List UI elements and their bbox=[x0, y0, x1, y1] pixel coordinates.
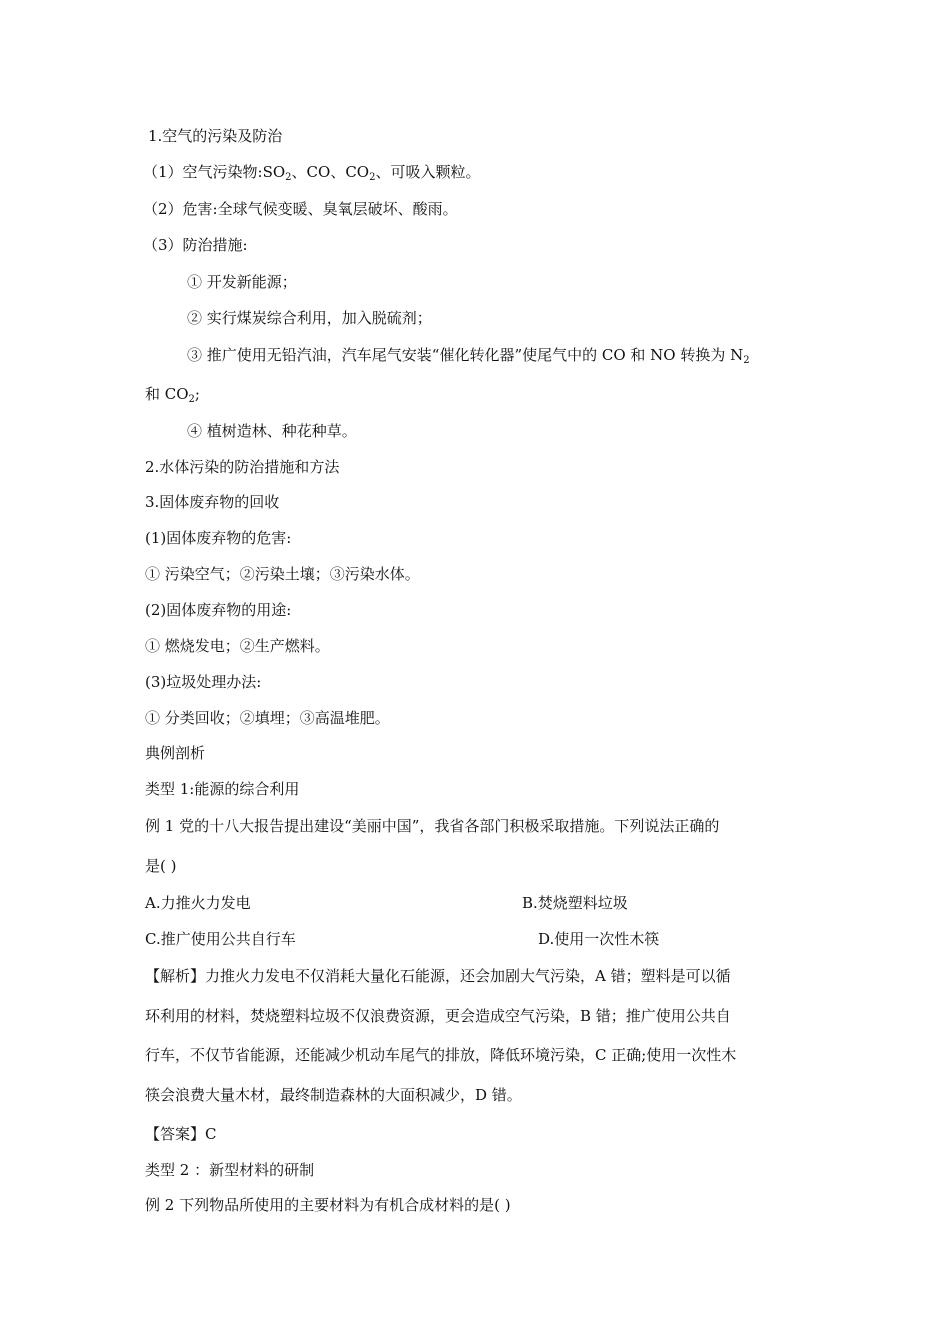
pollutants-text-3: 、可吸入颗粒。 bbox=[375, 163, 481, 181]
waste-use-items: ① 燃烧发电；②生产燃料。 bbox=[145, 637, 330, 655]
measure-3 bbox=[187, 345, 750, 365]
pollutants-text-2: 、CO、CO bbox=[291, 163, 370, 181]
section2-heading: 2.水体污染的防治措施和方法 bbox=[145, 458, 340, 476]
pollutants-line bbox=[143, 162, 481, 182]
example1-line2: 是( ) bbox=[145, 857, 177, 875]
section1-heading: 1.空气的污染及防治 bbox=[148, 127, 283, 145]
subscript: 2 bbox=[369, 172, 376, 183]
type1-title: 类型 1:能源的综合利用 bbox=[145, 780, 300, 798]
option-c: C.推广使用公共自行车 bbox=[145, 930, 296, 948]
subscript: 2 bbox=[743, 355, 750, 366]
type2-title: 类型 2 ：新型材料的研制 bbox=[145, 1161, 315, 1179]
example2-line1: 例 2 下列物品所使用的主要材料为有机合成材料的是( ) bbox=[145, 1196, 511, 1214]
option-a: A.力推火力发电 bbox=[145, 894, 251, 912]
subscript: 2 bbox=[285, 172, 292, 183]
option-d: D.使用一次性木筷 bbox=[538, 930, 660, 948]
option-b: B.焚烧塑料垃圾 bbox=[522, 894, 628, 912]
measure-2: ② 实行煤炭综合利用，加入脱硫剂； bbox=[187, 309, 432, 327]
measure-4: ④ 植树造林、种花种草。 bbox=[187, 422, 357, 440]
measure-3-text: ③ 推广使用无铅汽油，汽车尾气安装“催化转化器”使尾气中的 CO 和 NO 转换为 N bbox=[187, 346, 744, 364]
pollutants-text-1: （1）空气污染物:SO bbox=[143, 163, 286, 181]
analysis-line1: 【解析】力推火力发电不仅消耗大量化石能源，还会加剧大气污染，A 错；塑料是可以循 bbox=[145, 967, 731, 985]
waste-use-title: (2)固体废弃物的用途: bbox=[145, 601, 292, 619]
measures-title: （3）防治措施: bbox=[143, 236, 248, 254]
waste-method-items: ① 分类回收；②填埋；③高温堆肥。 bbox=[145, 709, 390, 727]
example1-line1: 例 1 党的十八大报告提出建设“美丽中国”，我省各部门积极采取措施。下列说法正确的 bbox=[145, 817, 720, 835]
harm-line: （2）危害:全球气候变暖、臭氧层破坏、酸雨。 bbox=[143, 200, 458, 218]
answer-line: 【答案】C bbox=[145, 1125, 217, 1143]
analysis-line3: 行车，不仅节省能源，还能减少机动车尾气的排放，降低环境污染，C 正确;使用一次性木 bbox=[145, 1046, 737, 1064]
measure-3-continued bbox=[145, 384, 200, 404]
analysis-line4: 筷会浪费大量木材，最终制造森林的大面积减少，D 错。 bbox=[145, 1086, 522, 1104]
measure-3-cont-end: ; bbox=[194, 385, 200, 403]
measure-3-cont-text: 和 CO bbox=[145, 385, 189, 403]
waste-harm-items: ① 污染空气；②污染土壤；③污染水体。 bbox=[145, 565, 420, 583]
analysis-line2: 环利用的材料，焚烧塑料垃圾不仅浪费资源，更会造成空气污染，B 错；推广使用公共自 bbox=[145, 1007, 731, 1025]
waste-method-title: (3)垃圾处理办法: bbox=[145, 673, 262, 691]
waste-harm-title: (1)固体废弃物的危害: bbox=[145, 529, 292, 547]
analysis-heading: 典例剖析 bbox=[145, 744, 206, 762]
subscript: 2 bbox=[188, 394, 195, 405]
measure-1: ① 开发新能源； bbox=[187, 273, 297, 291]
section3-heading: 3.固体废弃物的回收 bbox=[145, 493, 280, 511]
